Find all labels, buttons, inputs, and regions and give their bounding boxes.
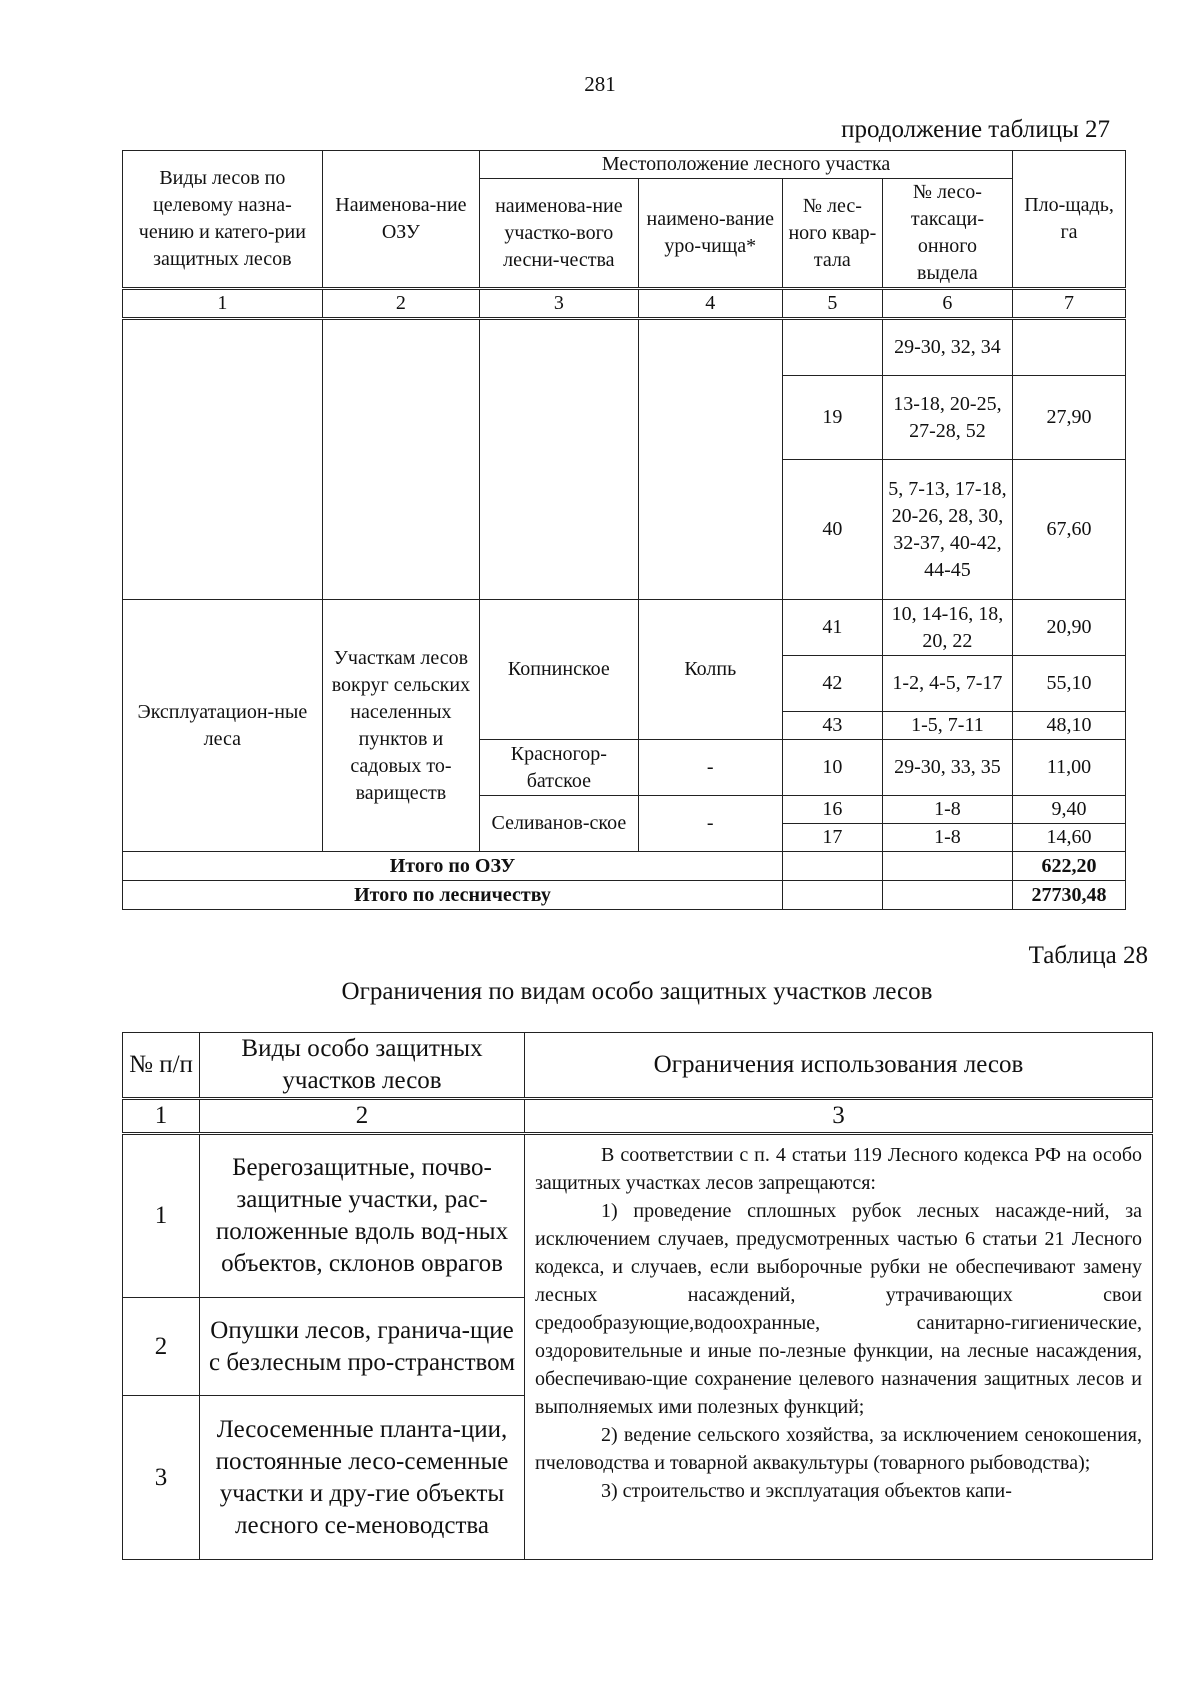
area-cell: 20,90	[1013, 600, 1126, 656]
empty-cell	[480, 319, 638, 600]
plot-cell: 10, 14-16, 18, 20, 22	[882, 600, 1012, 656]
table-27	[122, 150, 1126, 910]
plot-cell: 13-18, 20-25, 27-28, 52	[882, 376, 1012, 460]
area-cell: 48,10	[1013, 712, 1126, 740]
ozu-name-cell: Участкам лесов вокруг сельских населенных пунктов и садовых то-вариществ	[322, 600, 479, 852]
plot-cell: 29-30, 33, 35	[882, 740, 1012, 796]
quarter-cell	[782, 319, 882, 376]
quarter-cell: 40	[782, 460, 882, 600]
quarter-cell: 41	[782, 600, 882, 656]
empty-cell	[882, 881, 1012, 910]
row-number: 2	[123, 1298, 200, 1396]
table-28-label: Таблица 28	[1028, 942, 1148, 969]
column-number: 1	[123, 289, 323, 319]
plot-cell: 1-2, 4-5, 7-17	[882, 656, 1012, 712]
area-cell: 14,60	[1013, 824, 1126, 852]
forest-type-cell: Эксплуатацион-ные леса	[123, 600, 323, 852]
table-continuation-label: продолжение таблицы 27	[841, 116, 1110, 143]
header-area: Пло-щадь, га	[1013, 151, 1126, 289]
restriction-paragraph: 1) проведение сплошных рубок лесных насажде-ний, за исключением случаев, предусмотренных частью 6 статьи 21 Лесного кодекса, и случаев, если выборочные рубки не обеспечивают замену лесных насаждений, утрачивающих свои средообразующие,водоохранные, санитарно-гигиенические, оздоровительные и иные по-лезные функции, на лесные насаждения, обеспечиваю-щие сохранение целевого назначения защитных лесов и выполняемых ими полезных функций;	[535, 1200, 1142, 1418]
quarter-cell: 10	[782, 740, 882, 796]
plot-cell: 1-8	[882, 796, 1012, 824]
header-quarter: № лес-ного квар-тала	[782, 179, 882, 289]
column-number: 3	[525, 1099, 1153, 1134]
district-cell: Копнинское	[480, 600, 638, 740]
tract-cell: Колпь	[638, 600, 782, 740]
page-number: 281	[584, 72, 616, 96]
quarter-cell: 43	[782, 712, 882, 740]
empty-cell	[782, 852, 882, 881]
restriction-paragraph: В соответствии с п. 4 статьи 119 Лесного кодекса РФ на особо защитных участках лесов запрещаются:	[535, 1144, 1142, 1194]
plot-cell: 1-5, 7-11	[882, 712, 1012, 740]
plot-cell: 1-8	[882, 824, 1012, 852]
plot-cell: 5, 7-13, 17-18, 20-26, 28, 30, 32-37, 40-42, 44-45	[882, 460, 1012, 600]
area-cell	[1013, 319, 1126, 376]
header-area-kind: Виды особо защитных участков лесов	[200, 1033, 525, 1099]
header-district: наименова-ние участко-вого лесни-чества	[480, 179, 638, 289]
empty-cell	[123, 319, 323, 600]
header-plot: № лесо-таксаци-онного выдела	[882, 179, 1012, 289]
area-cell: 55,10	[1013, 656, 1126, 712]
empty-cell	[882, 852, 1012, 881]
empty-cell	[638, 319, 782, 600]
table-28	[122, 1032, 1153, 1560]
empty-cell	[782, 881, 882, 910]
column-number: 3	[480, 289, 638, 319]
column-number: 6	[882, 289, 1012, 319]
header-number: № п/п	[123, 1033, 200, 1099]
area-cell: 9,40	[1013, 796, 1126, 824]
header-tract: наимено-вание уро-чища*	[638, 179, 782, 289]
restrictions-cell	[525, 1134, 1153, 1560]
column-number: 4	[638, 289, 782, 319]
area-kind-cell: Опушки лесов, гранича-щие с безлесным про-странством	[200, 1298, 525, 1396]
table-28-title: Ограничения по видам особо защитных участков лесов	[341, 978, 933, 1005]
restriction-paragraph: 2) ведение сельского хозяйства, за исключением сенокошения, пчеловодства и товарной аквакультуры (товарного рыбоводства);	[535, 1424, 1142, 1474]
header-forest-type: Виды лесов по целевому назна-чению и катего-рии защитных лесов	[123, 151, 323, 289]
row-number: 3	[123, 1396, 200, 1560]
quarter-cell: 19	[782, 376, 882, 460]
plot-cell: 29-30, 32, 34	[882, 319, 1012, 376]
area-kind-cell: Лесосеменные планта-ции, постоянные лесо-семенные участки и дру-гие объекты лесного се-меноводства	[200, 1396, 525, 1560]
district-cell: Селиванов-ское	[480, 796, 638, 852]
area-kind-cell: Берегозащитные, почво-защитные участки, рас-положенные вдоль вод-ных объектов, склонов оврагов	[200, 1134, 525, 1298]
total-ozu-label: Итого по ОЗУ	[123, 852, 783, 881]
area-cell: 67,60	[1013, 460, 1126, 600]
header-restrictions: Ограничения использования лесов	[525, 1033, 1153, 1099]
column-number: 2	[322, 289, 479, 319]
area-cell: 11,00	[1013, 740, 1126, 796]
column-number: 7	[1013, 289, 1126, 319]
column-number: 2	[200, 1099, 525, 1134]
tract-cell: -	[638, 740, 782, 796]
area-cell: 27,90	[1013, 376, 1126, 460]
quarter-cell: 42	[782, 656, 882, 712]
quarter-cell: 17	[782, 824, 882, 852]
column-number: 1	[123, 1099, 200, 1134]
total-forestry-value: 27730,48	[1013, 881, 1126, 910]
tract-cell: -	[638, 796, 782, 852]
district-cell: Красногор-батское	[480, 740, 638, 796]
total-ozu-value: 622,20	[1013, 852, 1126, 881]
total-forestry-label: Итого по лесничеству	[123, 881, 783, 910]
restriction-paragraph: 3) строительство и эксплуатация объектов капи-	[601, 1480, 1012, 1502]
column-number: 5	[782, 289, 882, 319]
header-location-group: Местоположение лесного участка	[480, 151, 1013, 179]
quarter-cell: 16	[782, 796, 882, 824]
empty-cell	[322, 319, 479, 600]
row-number: 1	[123, 1134, 200, 1298]
header-ozu-name: Наименова-ние ОЗУ	[322, 151, 479, 289]
